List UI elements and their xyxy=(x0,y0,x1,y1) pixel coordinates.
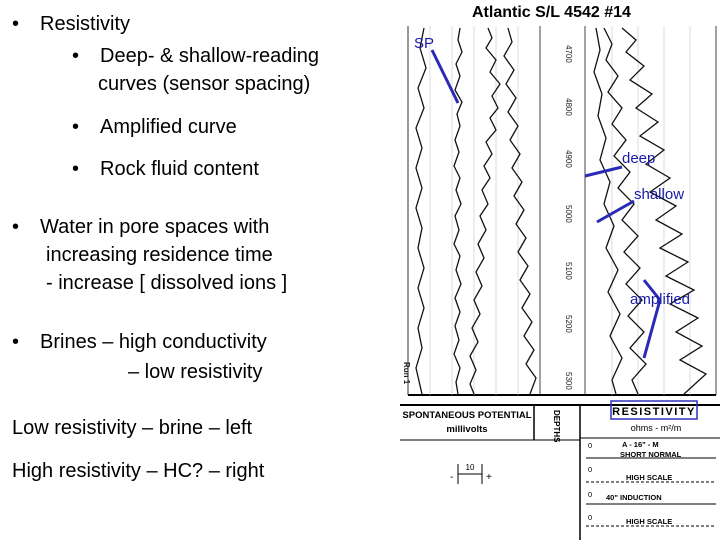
depths-header: DEPTHS xyxy=(552,410,561,443)
sp-pointer xyxy=(432,50,458,103)
bullet-text-cont: – low resistivity xyxy=(128,361,263,383)
bullet-text-cont: - increase [ dissolved ions ] xyxy=(46,272,288,294)
sp-curve xyxy=(416,28,426,394)
well-log-image xyxy=(400,0,720,540)
annotation-amplified: amplified xyxy=(630,291,691,308)
depth-label: 5000 xyxy=(564,205,573,223)
legend-zero: 0 xyxy=(588,513,593,522)
depth-label: 4700 xyxy=(564,45,573,63)
log-title: Atlantic S/L 4542 #14 xyxy=(472,4,631,21)
bullet-text: Water in pore spaces with xyxy=(40,216,270,238)
res-curve-shallow xyxy=(604,28,646,394)
bullet-text: Resistivity xyxy=(40,13,131,35)
resistivity-header: RESISTIVITY xyxy=(612,406,696,418)
bullet-text: Brines – high conductivity xyxy=(40,331,267,353)
bullet-text: Deep- & shallow-reading xyxy=(100,45,320,67)
bullet-dot: • xyxy=(12,331,20,353)
high-resistivity-line: High resistivity – HC? – right xyxy=(12,460,265,482)
sp-minus: - xyxy=(450,472,454,483)
legend-zero: 0 xyxy=(588,465,593,474)
sp-plus: + xyxy=(486,472,492,483)
annotation-shallow: shallow xyxy=(634,186,685,203)
annotation-deep: deep xyxy=(622,150,656,167)
legend-zero: 0 xyxy=(588,490,593,499)
bullet-dot: • xyxy=(12,216,20,238)
legend-zero: 0 xyxy=(588,441,593,450)
sp-curve xyxy=(470,28,500,394)
bullet-dot: • xyxy=(72,45,80,67)
legend-text: A - 16" - M xyxy=(622,440,659,449)
depth-label: 5100 xyxy=(564,262,573,280)
sp-units: millivolts xyxy=(446,424,488,435)
sp-header: SPONTANEOUS POTENTIAL xyxy=(402,410,532,421)
legend-text: 40" INDUCTION xyxy=(606,493,662,502)
legend-text: HIGH SCALE xyxy=(626,517,673,526)
annotation-sp: SP xyxy=(414,35,435,52)
amplified-pointer-b xyxy=(644,300,660,358)
annotation-pointers xyxy=(432,50,660,358)
low-resistivity-line: Low resistivity – brine – left xyxy=(12,417,253,439)
bullet-text-cont: increasing residence time xyxy=(46,244,273,266)
legend-text: SHORT NORMAL xyxy=(620,450,682,459)
log-grid xyxy=(430,26,690,395)
bullet-dot: • xyxy=(72,116,80,138)
depth-label: 4800 xyxy=(564,98,573,116)
resistivity-units: ohms - m²/m xyxy=(630,423,682,433)
sp-curve xyxy=(504,28,536,394)
resistivity-legend xyxy=(586,440,716,526)
bullet-dot: • xyxy=(72,158,80,180)
run-label: Run 1 xyxy=(402,362,411,385)
depth-labels xyxy=(564,45,573,390)
depth-label: 5200 xyxy=(564,315,573,333)
depth-label: 5300 xyxy=(564,372,573,390)
bullet-dot: • xyxy=(12,13,20,35)
depth-label: 4900 xyxy=(564,150,573,168)
bullet-text-cont: curves (sensor spacing) xyxy=(98,73,311,95)
sp-curve xyxy=(454,28,462,394)
sp-scale-value: 10 xyxy=(465,463,475,472)
legend-text: HIGH SCALE xyxy=(626,473,673,482)
bullet-text: Rock fluid content xyxy=(100,158,259,180)
bullet-text: Amplified curve xyxy=(100,116,237,138)
